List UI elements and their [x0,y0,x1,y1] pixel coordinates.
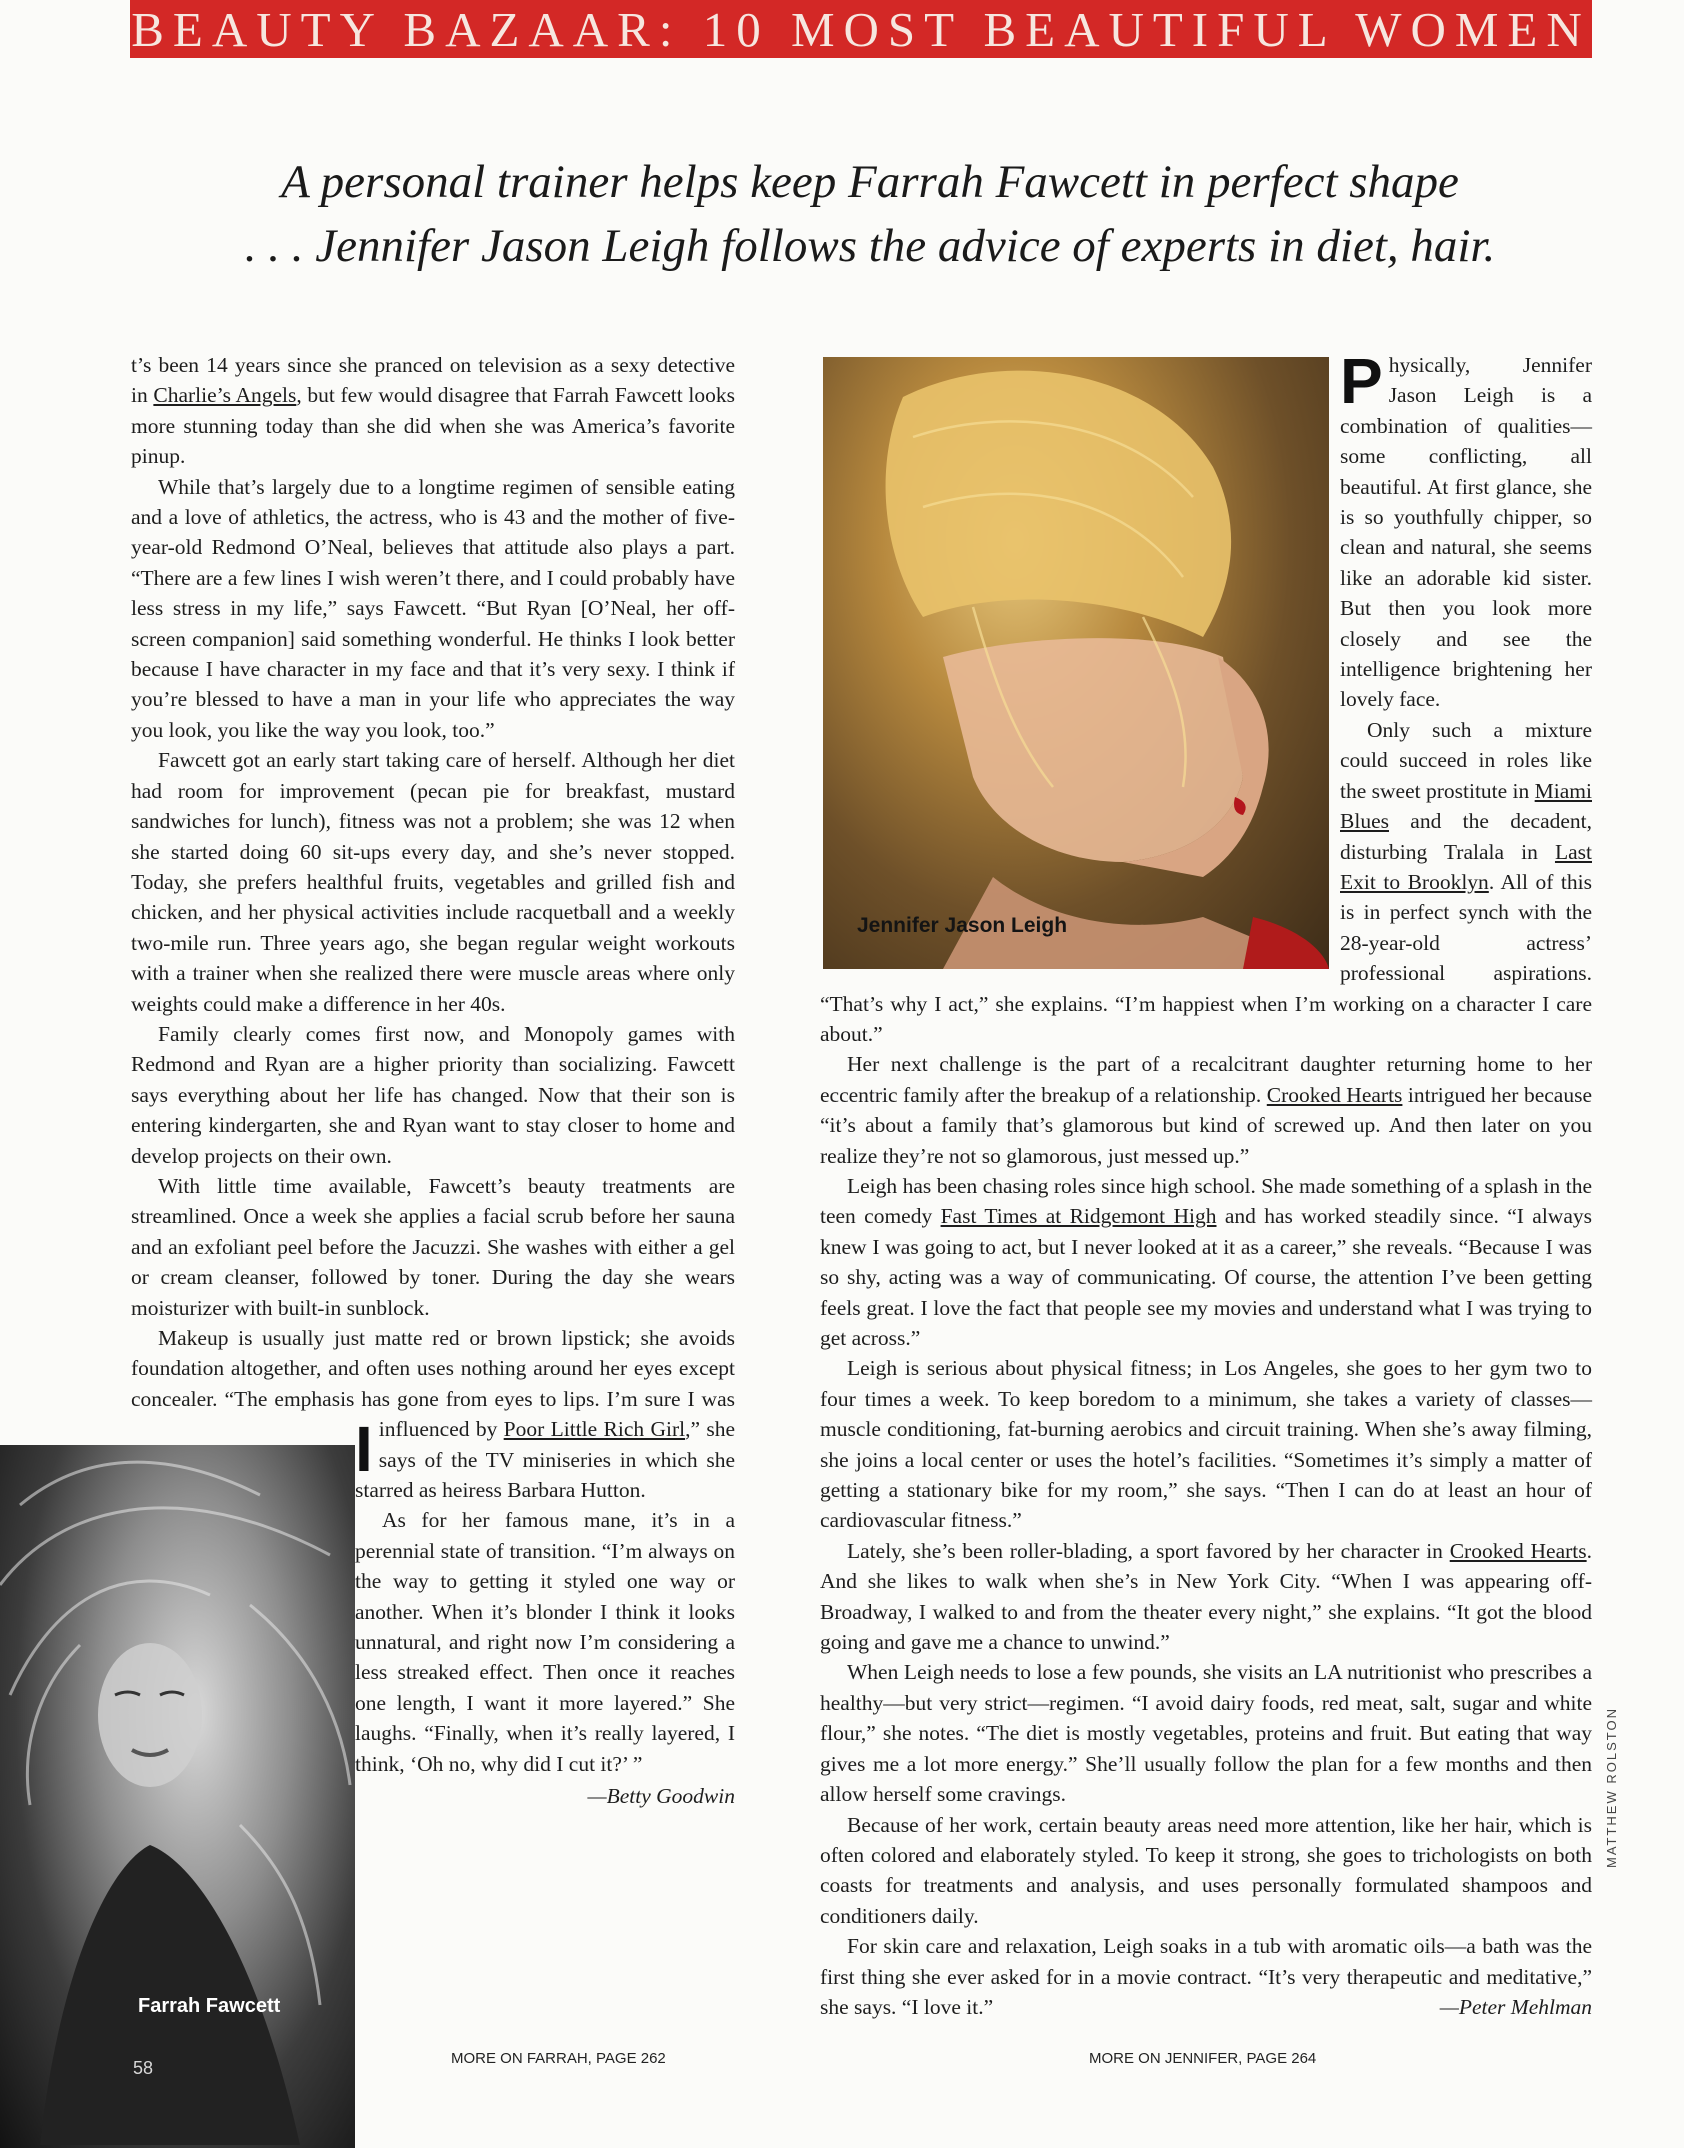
article-deck [150,150,1590,278]
farrah-paragraph-5: With little time available, Fawcett’s beauty treatments are streamlined. Once a week she applies a facial scrub before her sauna and an exfoliant peel before the Jacuzzi. She washes with either a gel or cream cleanser, followed by toner. During the day she wears moisturizer with built-in sunblock. [131,1173,735,1320]
drop-cap: P [1340,345,1383,417]
jennifer-photo-spacer [820,350,1340,962]
jennifer-paragraph-3: Her next challenge is the part of a recalcitrant daughter returning home to her eccentric family after the breakup of a relationship. Crooked Hearts intrigued her because “it’s about a family that’s glamorous but kind of screwed up. And then later on you realize they’re not so glamorous, just messed up.” [820,1052,1592,1168]
jennifer-paragraph-9: For skin care and relaxation, Leigh soaks in a tub with aromatic oils—a bath was the first thing she ever asked for in a movie contract. “It’s very therapeutic and meditative,” she says. “I love it.” —Peter Mehlman [820,1931,1592,2022]
more-on-farrah: MORE ON FARRAH, PAGE 262 [451,2050,666,2067]
jennifer-paragraph-7: When Leigh needs to lose a few pounds, she visits an LA nutritionist who prescribes a healthy—but very strict—regimen. “I avoid dairy foods, red meat, salt, sugar and white flour,” she notes. “The diet is mostly vegetables, proteins and fruit. But eating that way gives me a lot more energy.” She’ll usually follow the plan for a few months and then allow herself some cravings. [820,1660,1592,1807]
jennifer-paragraph-4: Leigh has been chasing roles since high school. She made something of a splash in the teen comedy Fast Times at Ridgemont High and has worked steadily since. “I always knew I was going to act, but I never looked at it as a career,” she reveals. “Because I was so shy, acting was a way of communicating. Of course, the attention I’ve been getting feels great. I love the fact that people see my movies and understand what I was trying to get across.” [820,1173,1592,1350]
title-poor-little-rich-girl: Poor Little Rich Girl [503,1417,686,1442]
farrah-paragraph-1: I t’s been 14 years since she pranced on television as a sexy detective in Charlie’s Angels, but few would disagree that Farrah Fawcett looks more stunning today than she did when she was America’s favorite pinup. [131,353,735,1485]
farrah-paragraph-2: While that’s largely due to a longtime regimen of sensible eating and a love of athletics, the actress, who is 43 and the mother of five-year-old Redmond O’Neal, believes that attitude also plays a part. “There are a few lines I wish weren’t there, and I could probably have less stress in my life,” says Fawcett. “But Ryan [O’Neal, her off-screen companion] said something wonderful. He thinks I look better because I have character in my face and that it’s very sexy. I think if you’re blessed to have a man in your life who appreciates the way you look, you like the way you look, too.” [131,474,735,742]
farrah-paragraph-7: As for her famous mane, it’s in a perennial state of transition. “I’m always on the way to getting it styled one way or another. When it’s blonder I think it looks unnatural, and right now I’m considering a less streaked effect. Then once it reaches one length, I want it more layered.” She laughs. “Finally, when it’s really layered, I think, ‘Oh no, why did I cut it?’ ” [355,1508,735,1776]
deck-line-2: . . . Jennifer Jason Leigh follows the advice of experts in diet, hair. [244,220,1496,272]
drop-cap: I [355,1413,373,1485]
title-last-exit-to-brooklyn: Last Exit to Brooklyn [1340,839,1592,894]
title-crooked-hearts: Crooked Hearts [1449,1538,1587,1563]
more-on-jennifer: MORE ON JENNIFER, PAGE 264 [1089,2050,1317,2067]
farrah-paragraph-3: Fawcett got an early start taking care of herself. Although her diet had room for improvement (pecan pie for breakfast, mustard sandwiches for lunch), fitness was not a problem; she was 12 when she started doing 60 sit-ups every day, and she’s never stopped. Today, she prefers healthful fruits, vegetables and grilled fish and chicken, and her physical activities include racquetball and a weekly two-mile run. Three years ago, she began regular weight workouts with a trainer when she realized there were muscle areas where only weights could make a difference in her 40s. [131,748,735,1016]
jennifer-byline: —Peter Mehlman [1439,1994,1592,2019]
jennifer-photo-caption: Jennifer Jason Leigh [857,914,1068,937]
jennifer-paragraph-6: Lately, she’s been roller-blading, a sport favored by her character in Crooked Hearts. And she likes to walk when she’s in New York City. “When I was appearing off-Broadway, I walked to and from the theater every night,” she explains. “It got the blood going and gave me a chance to unwind.” [820,1538,1592,1655]
farrah-photo-caption: Farrah Fawcett [138,1995,281,2017]
photo-credit: MATTHEW ROLSTON [1604,1707,1619,1868]
deck-line-1: A personal trainer helps keep Farrah Fawcett in perfect shape [281,156,1459,208]
jennifer-paragraph-8: Because of her work, certain beauty areas need more attention, like her hair, which is often colored and elaborately styled. To keep it strong, she goes to trichologists on both coasts for treatments and analysis, and uses personally formulated shampoos and conditioners daily. [820,1812,1592,1928]
jennifer-paragraph-1: Physically, Jennifer Jason Leigh is a combination of qualities—some conflicting, all beautiful. At first glance, she is so youthfully chipper, so clean and natural, she seems like an adorable kid sister. But then you look more closely and see the intelligence brightening her lovely face. [1340,345,1592,712]
section-banner: BEAUTY BAZAAR: 10 MOST BEAUTIFUL WOMEN [131,2,1591,57]
page-number: 58 [133,2058,154,2078]
farrah-fawcett-photo [0,1445,355,2148]
jennifer-column [820,345,1592,2025]
title-charlies-angels: Charlie’s Angels [153,383,297,408]
title-fast-times: Fast Times at Ridgemont High [940,1204,1217,1229]
title-crooked-hearts: Crooked Hearts [1266,1082,1403,1107]
title-miami-blues: Miami Blues [1340,778,1592,834]
farrah-byline: —Betty Goodwin [587,1784,735,1809]
farrah-paragraph-6: Makeup is usually just matte red or brown lipstick; she avoids foundation altogether, and often uses nothing around her eyes except concealer. “The emphasis has gone from eyes to lips. I’m sure I was influenced by Poor Little Rich Girl,” she says of the TV miniseries in which she starred as heiress Barbara Hutton. [131,1326,735,1503]
farrah-paragraph-4: Family clearly comes first now, and Monopoly games with Redmond and Ryan are a higher priority than socializing. Fawcett says everything about her life has changed. Now that their son is entering kindergarten, she and Ryan want to stay closer to home and develop projects on their own. [131,1021,735,1168]
jennifer-paragraph-2: Only such a mixture could succeed in roles like the sweet prostitute in Miami Blues and the decadent, disturbing Tralala in Last Exit to Brooklyn. All of this is in perfect synch with the 28-year-old actress’ professional aspirations. “That’s why I act,” she explains. “I’m happiest when I’m working on a character I care about.” [820,717,1592,1046]
jennifer-paragraph-5: Leigh is serious about physical fitness; in Los Angeles, she goes to her gym two to four times a week. To keep boredom to a minimum, she takes a variety of classes—muscle conditioning, fat-burning aerobics and circuit training. When she’s away filming, she joins a local center or uses the hotel’s facilities. “Sometimes it’s simply a matter of getting a stationary bike for my room,” she says. “Then I can do at least an hour of cardiovascular fitness.” [820,1356,1592,1533]
farrah-portrait-illustration [0,1445,355,2148]
